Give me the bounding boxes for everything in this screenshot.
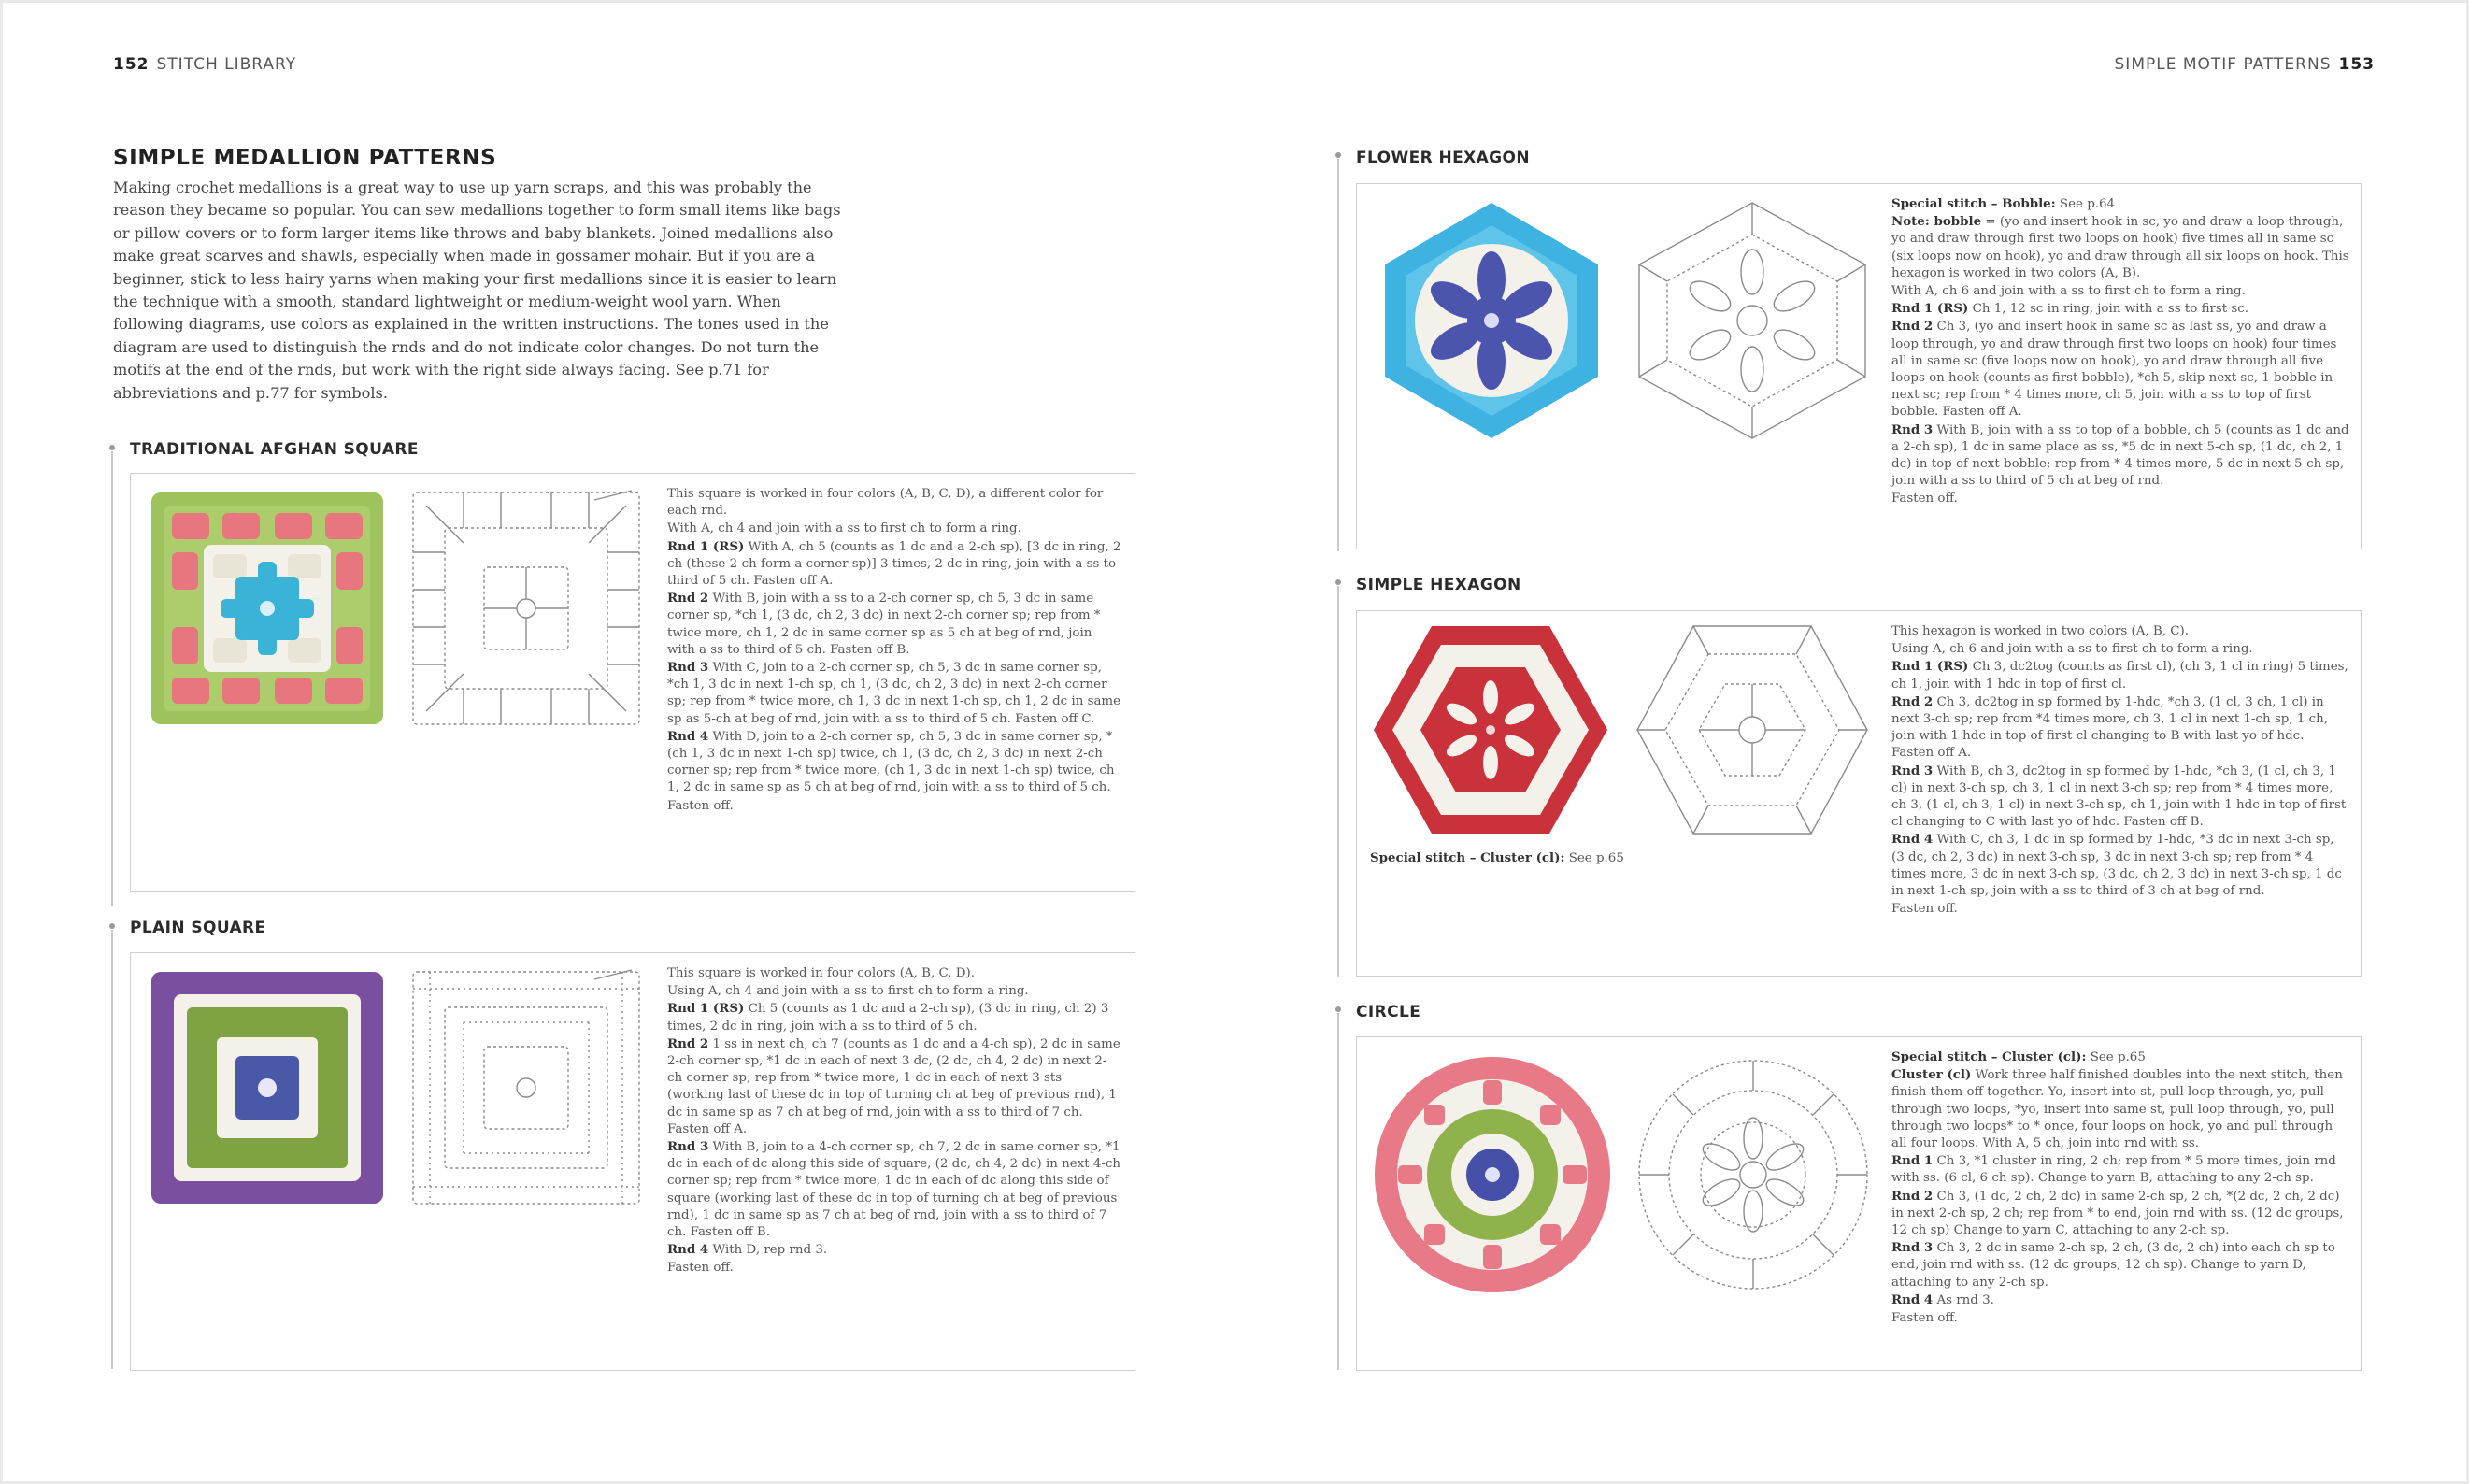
instruction-line: Rnd 1 (RS) Ch 1, 12 sc in ring, join with a ss to first sc. — [1891, 301, 2249, 317]
plain-square-photo — [146, 966, 389, 1209]
instruction-line: With A, ch 4 and join with a ss to first ch to form a ring. — [667, 521, 1021, 536]
circle-instructions — [1891, 1049, 2349, 1327]
instruction-line: Rnd 1 (RS) With A, ch 5 (counts as 1 dc and a 2-ch sp), [3 dc in ring, 2 ch (these 2-ch form a corner sp)] 3 times, 2 dc in ring, join with a ss to third of 5 ch. Fasten off A. — [667, 538, 1121, 589]
instruction-line: Fasten off. — [1891, 902, 1958, 917]
afghan-square-photo — [146, 487, 389, 730]
section-rule — [1337, 159, 1339, 551]
instruction-line: Fasten off. — [1891, 1311, 1958, 1326]
instruction-line: Rnd 2 Ch 3, (1 dc, 2 ch, 2 dc) in same 2-ch sp, 2 ch, *(2 dc, 2 ch, 2 dc) in next 2-ch sp, 2 ch; rep from * to end, join rnd with ss. (12 dc groups, 12 ch sp) Change to yarn C, attaching to any 2-ch sp. — [1891, 1188, 2344, 1238]
instruction-line: Rnd 4 With D, rep rnd 3. — [667, 1242, 828, 1258]
instruction-line: Using A, ch 6 and join with a ss to first ch to form a ring. — [1891, 642, 2253, 657]
instruction-line: Rnd 3 With B, join to a 4-ch corner sp, ch 7, 2 dc in same corner sp, *1 dc in each of dc along this side of square, (2 dc, ch 4, 2 dc) in next 4-ch corner sp; rep from * twice more, 1 dc in each of dc along this side of square (working last of these dc in top of turning ch at beg of previous rnd), 1 dc in same sp as 7 ch at beg of rnd, join with a ss to third of 7 ch. Fasten off B. — [667, 1139, 1121, 1240]
plain-square-title: PLAIN SQUARE — [130, 919, 266, 937]
instruction-line: This hexagon is worked in two colors (A, B, C). — [1891, 624, 2190, 638]
instruction-line: Rnd 3 With B, ch 3, dc2tog in sp formed by 1-hdc, *ch 3, (1 cl, ch 3, 1 cl) in next 3-ch sp, ch 3, 1 cl in next 3-ch sp; rep from * 4 times more, ch 3, (1 cl, ch 3, 1 cl) in next 3-ch sp, ch 1, join with 1 hdc in top of first cl changing to C with last yo of hdc. Fasten off B. — [1891, 763, 2347, 830]
book-spread — [3, 3, 2466, 1481]
section-rule — [1337, 586, 1339, 977]
left-running-title: STITCH LIBRARY — [156, 55, 297, 74]
section-rule — [111, 930, 113, 1369]
section-rule — [1337, 1013, 1339, 1370]
right-page-number: 153 — [2338, 55, 2375, 74]
section-marker — [109, 923, 115, 929]
flower-hexagon-instructions — [1891, 195, 2349, 508]
instruction-line: Rnd 3 Ch 3, 2 dc in same 2-ch sp, 2 ch, (3 dc, 2 ch) into each ch sp to end, join rnd with ss. (12 dc groups, 12 ch sp). Change to yarn D, attaching to any 2-ch sp. — [1891, 1240, 2335, 1290]
simple-hexagon-diagram — [1634, 622, 1871, 837]
simple-hexagon-title: SIMPLE HEXAGON — [1356, 576, 1521, 594]
flower-hexagon-diagram — [1630, 197, 1875, 444]
simple-hexagon-photo — [1370, 622, 1611, 837]
section-marker — [1335, 152, 1341, 158]
simple-hexagon-instructions — [1891, 622, 2349, 918]
plain-square-card — [130, 952, 1135, 1371]
section-marker — [109, 445, 115, 450]
right-running-title: SIMPLE MOTIF PATTERNS — [2114, 55, 2332, 74]
instruction-line: Rnd 4 As rnd 3. — [1891, 1291, 1994, 1307]
instruction-line: Rnd 3 With B, join with a ss to top of a bobble, ch 5 (counts as 1 dc and a 2-ch sp), 1 dc in same place as ss, *5 dc in next 5-ch sp, (1 dc, ch 2, 1 dc) in top of next bobble; rep from * 4 times more, 5 dc in next 5-ch sp, join with a ss to third of 5 ch at beg of rnd. — [1891, 421, 2349, 489]
instruction-line: With A, ch 6 and join with a ss to first ch to form a ring. — [1891, 284, 2246, 299]
section-marker — [1335, 579, 1341, 585]
afghan-square-instructions — [667, 485, 1121, 815]
instruction-line: Fasten off. — [1891, 492, 1958, 507]
left-running-head — [113, 55, 296, 74]
instruction-line: Fasten off. — [667, 798, 734, 813]
instruction-line: Rnd 1 (RS) Ch 5 (counts as 1 dc and a 2-ch sp), (3 dc in ring, ch 2) 3 times, 2 dc in ring, join with a ss to third of 5 ch. — [667, 1001, 1109, 1034]
instruction-line: Cluster (cl) Work three half finished doubles into the next stitch, then finish them off together. Yo, insert into st, pull loop through, yo, pull through two loops, *yo, insert into same st, pull loop through, yo, pull through two loops* to * once, four loops on hook, yo and pull through all four loops. With A, 5 ch, join into rnd with ss. — [1891, 1067, 2343, 1151]
flower-hexagon-card — [1356, 183, 2362, 549]
flower-hexagon-title: FLOWER HEXAGON — [1356, 149, 1531, 167]
plain-square-instructions — [667, 964, 1121, 1277]
section-marker — [1335, 1006, 1341, 1012]
left-page-number: 152 — [113, 55, 150, 74]
intro-paragraph: Making crochet medallions is a great way to use up yarn scraps, and this was probably the reason they became so popular. You can sew medallions together to form small items like bags or pillow covers or to form larger items like throws and baby blankets. Joined medallions also make great scarves and shawls, especially when made in gossamer mohair. But if you are a beginner, stick to less hairy yarns when making your first medallions since it is easier to learn the technique with a smooth, standard lightweight or medium-weight wool yarn. When following diagrams, use colors as explained in the written instructions. The tones used in the diagram are used to distinguish the rnds and do not indicate color changes. Do not turn the motifs at the end of the rnds, but work with the right side always facing. See p.71 for abbreviations and p.77 for symbols. — [113, 178, 841, 402]
section-rule — [111, 451, 113, 906]
instruction-line: Rnd 3 With C, join to a 2-ch corner sp, ch 5, 3 dc in same corner sp, *ch 1, 3 dc in next 1-ch sp, ch 1, (3 dc, ch 2, 3 dc) in next 2-ch corner sp; rep from * twice more, ch 1, 3 dc in next 1-ch sp, ch 1, 2 dc in same sp as 5-ch at beg of rnd, join with a ss to third of 5 ch. Fasten off C. — [667, 660, 1121, 726]
instruction-line: Rnd 2 Ch 3, dc2tog in sp formed by 1-hdc, *ch 3, (1 cl, 3 ch, 1 cl) in next 3-ch sp; rep from *4 times more, ch 3, 1 cl in next 1-ch sp, 1 ch, join with 1 hdc in top of first cl changing to B with last yo of hdc. Fasten off A. — [1891, 693, 2329, 761]
instruction-line: Special stitch – Cluster (cl): See p.65 — [1891, 1049, 2146, 1064]
flower-hexagon-photo — [1370, 197, 1613, 444]
instruction-line: Rnd 2 With B, join with a ss to a 2-ch corner sp, ch 5, 3 dc in same corner sp, *ch 1, (3 dc, ch 2, 3 dc) in next 2-ch corner sp; rep from * twice more, ch 1, 2 dc in same corner sp as 5 ch at beg of rnd, join with a ss to third of 5 ch. Fasten off B. — [667, 591, 1101, 657]
afghan-square-card — [130, 473, 1135, 892]
circle-photo — [1370, 1052, 1615, 1297]
circle-title: CIRCLE — [1356, 1003, 1421, 1021]
page-title: SIMPLE MEDALLION PATTERNS — [113, 146, 497, 170]
simple-hexagon-special-stitch: Special stitch – Cluster (cl): See p.65 — [1370, 850, 1624, 865]
plain-square-diagram — [407, 966, 645, 1209]
circle-diagram — [1634, 1052, 1873, 1297]
afghan-square-title: TRADITIONAL AFGHAN SQUARE — [130, 440, 419, 459]
instruction-line: Rnd 1 Ch 3, *1 cluster in ring, 2 ch; rep from * 5 more times, join rnd with ss. (6 cl, 6 ch sp). Change to yarn B, attaching to any 2-ch sp. — [1891, 1153, 2336, 1186]
simple-hexagon-card — [1356, 610, 2362, 977]
afghan-square-diagram — [407, 487, 645, 730]
instruction-line: Rnd 1 (RS) Ch 3, dc2tog (counts as first cl), (ch 3, 1 cl in ring) 5 times, ch 1, join with 1 hdc in top of first cl. — [1891, 659, 2348, 692]
instruction-line: This square is worked in four colors (A, B, C, D), a different color for each rnd. — [667, 487, 1104, 519]
instruction-line: Rnd 2 Ch 3, (yo and insert hook in same sc as last ss, yo and draw a loop through, yo and draw through first two loops on hook) four times all in same sc (five loops now on hook), yo and draw through all five loops on hook (counts as first bobble), *ch 5, skip next sc, 1 bobble in next sc; rep from * 4 times more, ch 5, join with a ss to top of first bobble. Fasten off A. — [1891, 319, 2337, 420]
instruction-line: Rnd 4 With D, join to a 2-ch corner sp, ch 5, 3 dc in same corner sp, *(ch 1, 3 dc in next 1-ch sp) twice, ch 1, (3 dc, ch 2, 3 dc) in next 2-ch corner sp; rep from * twice more, (ch 1, 3 dc in next 1-ch sp) twice, ch 1, 2 dc in same sp as 5 ch at beg of rnd, join with a ss to third of 5 ch. — [667, 728, 1115, 795]
instruction-line: Rnd 4 With C, ch 3, 1 dc in sp formed by 1-hdc, *3 dc in next 3-ch sp, (3 dc, ch 2, 3 dc) in next 3-ch sp, 3 dc in next 3-ch sp; rep from * 4 times more, 3 dc in next 3-ch sp, (3 dc, ch 2, 3 dc) in next 3-ch sp, 1 dc in next 1-ch sp, join with a ss to third of 3 ch at beg of rnd. — [1891, 832, 2342, 899]
circle-card — [1356, 1036, 2362, 1371]
right-running-head — [2115, 55, 2375, 74]
instruction-line: Using A, ch 4 and join with a ss to first ch to form a ring. — [667, 984, 1029, 999]
instruction-line: This square is worked in four colors (A, B, C, D). — [667, 966, 975, 980]
instruction-line: Fasten off. — [667, 1261, 734, 1276]
instruction-line: Note: bobble = (yo and insert hook in sc, yo and draw a loop through, yo and draw through first two loops on hook) five times all in same sc (six loops now on hook), yo and draw through all six loops on hook. This hexagon is worked in two colors (A, B). — [1891, 214, 2349, 280]
instruction-line: Rnd 2 1 ss in next ch, ch 7 (counts as 1 dc and a 4-ch sp), 2 dc in same 2-ch corner sp, *1 dc in each of next 3 dc, (2 dc, ch 4, 2 dc) in next 2-ch corner sp; rep from * twice more, 1 dc in each of next 3 sts (working last of these dc in top of turning ch at beg of previous rnd), 1 dc in same sp as 7 ch at beg of rnd, join with a ss to third of 7 ch. Fasten off A. — [667, 1035, 1120, 1136]
instruction-line: Special stitch – Bobble: See p.64 — [1891, 196, 2116, 211]
